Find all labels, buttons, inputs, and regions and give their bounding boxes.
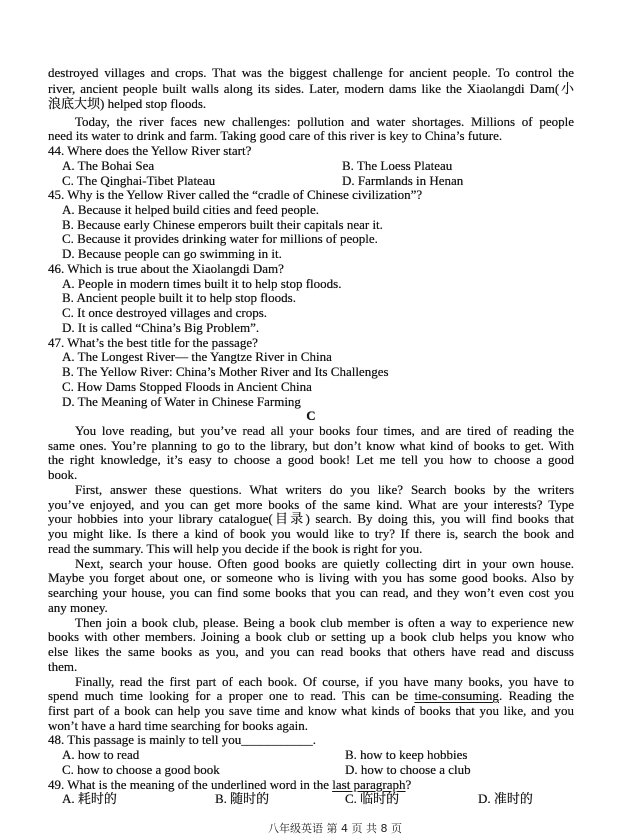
paragraph: [48, 557, 574, 616]
question-stem: 44. Where does the Yellow River start?: [48, 144, 252, 159]
option-d: D. how to choose a club: [345, 762, 471, 777]
passage-line: book.: [48, 468, 78, 483]
option-c: C. The Qinghai-Tibet Plateau: [62, 173, 216, 188]
paragraph: [48, 616, 574, 675]
option-d: D. The Meaning of Water in Chinese Farming: [62, 394, 301, 409]
paragraph: [48, 675, 574, 734]
option-a: A. 耗时的: [62, 792, 117, 807]
passage-line: [48, 689, 574, 704]
passage-line: Maybe you forget about one, or someone who is living with you has some good books. Also by: [48, 571, 574, 586]
question-47: [48, 336, 574, 410]
option-d: D. 准时的: [478, 792, 533, 807]
option-c: C. It once destroyed villages and crops.: [62, 306, 268, 321]
passage-line: books with other members. Joining a book club or setting up a book club helps you know who: [48, 630, 574, 645]
option-row: [48, 792, 574, 807]
option-b: B. 随时的: [215, 792, 270, 807]
passage-line: Finally, read the first part of each book. Of course, if you have many books, you have to: [75, 674, 574, 689]
option-c: C. How Dams Stopped Floods in Ancient China: [62, 379, 312, 394]
option-b: B. how to keep hobbies: [345, 748, 468, 763]
stem-text: 49. What is the meaning of the underlined word in the: [48, 777, 333, 792]
option-a: A. The Longest River— the Yangtze River in China: [62, 350, 332, 365]
passage-line: Then join a book club, please. Being a book club member is often a way to experience new: [75, 615, 574, 630]
question-stem: 45. Why is the Yellow River called the “cradle of Chinese civilization”?: [48, 188, 423, 203]
passage-line: won’t have a hard time searching for books again.: [48, 718, 309, 733]
underlined-word: time-consuming: [414, 689, 499, 704]
option-a: A. People in modern times built it to help stop floods.: [62, 276, 342, 291]
passage-line: 浪底大坝) helped stop floods.: [48, 96, 207, 112]
passage-line: else likes the same books as you, and you can read books that others have read and discuss: [48, 645, 574, 660]
question-stem: [48, 778, 574, 793]
question-48: [48, 733, 574, 777]
option-b: B. The Yellow River: China’s Mother River and Its Challenges: [62, 365, 389, 380]
passage-line: any money.: [48, 600, 108, 615]
option-row: [48, 748, 574, 763]
option-b: B. Because early Chinese emperors built their capitals near it.: [62, 217, 383, 232]
paragraph: [48, 483, 574, 557]
question-stem: 46. Which is true about the Xiaolangdi Dam?: [48, 261, 284, 276]
passage-b-continued: [48, 65, 574, 112]
option-a: A. how to read: [62, 748, 140, 763]
option-d: D. It is called “China’s Big Problem”.: [62, 320, 260, 335]
passage-line: first part of a book can help you save time and know what kinds of books that you like, and you: [48, 703, 574, 718]
passage-line: destroyed villages and crops. That was the biggest challenge for ancient people. To control the: [48, 65, 574, 80]
section-heading: C: [306, 409, 316, 424]
option-a: A. Because it helped build cities and feed people.: [62, 203, 320, 217]
passage-line: read the summary. This will help you decide if the book is right for you.: [48, 541, 423, 556]
passage-line: searching your house, you can find some books that you can read, and they won’t even cost you: [48, 586, 574, 601]
option-row: [48, 159, 574, 174]
passage-line: them.: [48, 659, 78, 674]
option-d: D. Farmlands in Henan: [342, 173, 464, 188]
option-b: B. Ancient people built it to help stop floods.: [62, 291, 296, 306]
option-a: A. The Bohai Sea: [62, 158, 155, 173]
line-text: spend much time looking for a proper one to read. This can be: [48, 689, 415, 704]
passage-line: river, ancient people built walls along its sides. Later, modern dams like the Xiaolangdi Dam(小: [48, 80, 574, 96]
option-c: C. Because it provides drinking water for millions of people.: [62, 232, 378, 247]
question-44: [48, 144, 574, 188]
option-c: C. how to choose a good book: [62, 762, 220, 777]
option-c: C. 临时的: [345, 792, 400, 807]
passage-line: First, answer these questions. What writers do you like? Search books by the writers: [75, 482, 574, 497]
option-b: B. The Loess Plateau: [342, 158, 453, 173]
stem-underlined-text: last paragraph: [332, 777, 406, 792]
option-row: [48, 174, 574, 189]
question-45: [48, 188, 574, 262]
passage-line: Today, the river faces new challenges: pollution and water shortages. Millions of people: [75, 114, 574, 129]
line-text: . Reading the: [498, 689, 574, 704]
passage-line: same ones. You’re planning to go to the library, but don’t know what kind of books to get. With: [48, 438, 574, 453]
passage-line: you might like. Is there a kind of book you would like to try? If there is, search the book and: [48, 527, 574, 542]
question-stem: 48. This passage is mainly to tell you___________.: [48, 733, 317, 748]
passage-line: Next, search your house. Often good books are quietly collecting dirt in your own house.: [75, 556, 574, 571]
question-46: [48, 262, 574, 336]
page-footer: 八年级英语 第 4 页 共 8 页: [268, 822, 402, 835]
option-d: D. Because people can go swimming in it.: [62, 247, 282, 262]
question-stem: 47. What’s the best title for the passage?: [48, 335, 258, 350]
passage-line: your hobbies into your library catalogue(目录) search. By doing this, you will find books that: [48, 512, 574, 527]
page-body: [48, 115, 574, 808]
passage-line: need its water to drink and farm. Taking good care of this river is key to China’s future.: [48, 129, 503, 144]
passage-line: You love reading, but you’ve read all your books four times, and are tired of reading the: [75, 424, 574, 439]
passage-line: you’ve enjoyed, and you can get more books of the same kind. What are your interests? Type: [48, 497, 574, 512]
question-49: [48, 778, 574, 807]
passage-line: the right knowledge, it’s easy to choose a good book! Let me tell you how to choose a good: [48, 453, 574, 468]
paragraph: [48, 424, 574, 483]
stem-text: ?: [405, 777, 412, 792]
option-row: [48, 763, 574, 778]
